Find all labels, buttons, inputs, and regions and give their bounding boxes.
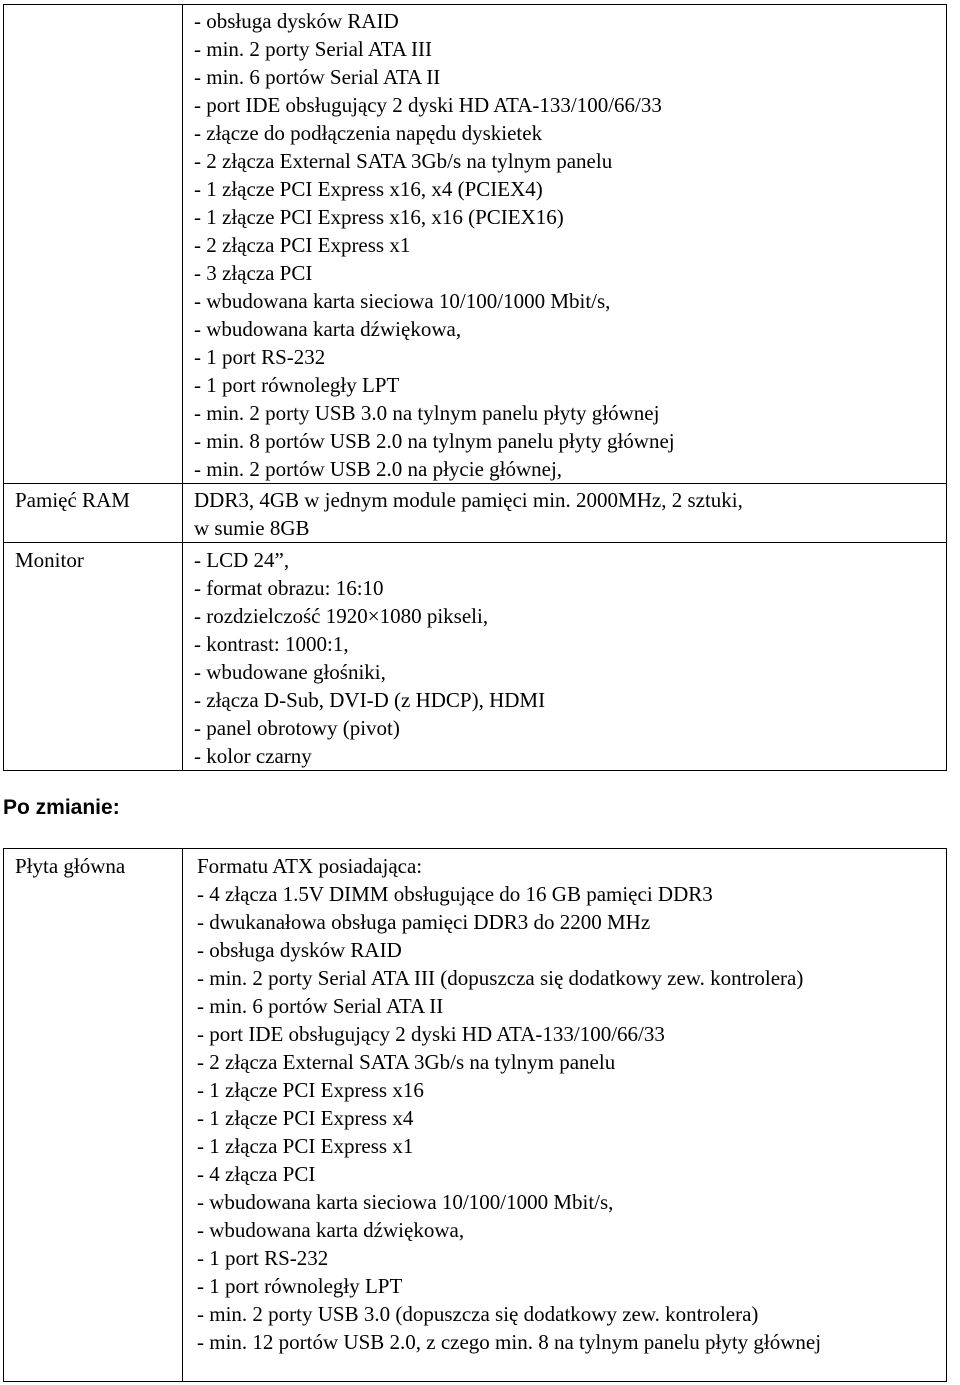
spec-line: - 1 port równoległy LPT (194, 373, 400, 397)
spec-table-before (3, 4, 947, 771)
spec-line: - dwukanałowa obsługa pamięci DDR3 do 2200 MHz (197, 910, 651, 934)
row-value-list (183, 484, 946, 542)
spec-line: - 1 złącze PCI Express x16 (197, 1078, 424, 1102)
spec-line: - 1 złącze PCI Express x16, x4 (PCIEX4) (194, 177, 543, 201)
spec-line: - port IDE obsługujący 2 dyski HD ATA-133/100/66/33 (197, 1022, 665, 1046)
spec-value-cell (183, 543, 947, 771)
spec-line: - min. 2 portów USB 2.0 na płycie głównej, (194, 457, 563, 481)
row-value-list (183, 5, 946, 483)
spec-line: - 4 złącza 1.5V DIMM obsługujące do 16 GB pamięci DDR3 (197, 882, 713, 906)
spec-line: - min. 2 porty USB 3.0 (dopuszcza się dodatkowy zew. kontrolera) (197, 1302, 759, 1326)
spec-line: - min. 12 portów USB 2.0, z czego min. 8 na tylnym panelu płyty głównej (197, 1330, 822, 1354)
row-label-monitor: Monitor (15, 548, 84, 572)
spec-line: - port IDE obsługujący 2 dyski HD ATA-133/100/66/33 (194, 93, 662, 117)
spec-line: - min. 8 portów USB 2.0 na tylnym panelu płyty głównej (194, 429, 675, 453)
spec-table-after (3, 848, 947, 1382)
row-value-list (183, 543, 946, 770)
spec-row-monitor (4, 543, 947, 771)
spec-line: - min. 6 portów Serial ATA II (197, 994, 444, 1018)
spec-line: - 2 złącza External SATA 3Gb/s na tylnym panelu (194, 149, 613, 173)
spec-line: - panel obrotowy (pivot) (194, 716, 400, 740)
spec-line: - obsługa dysków RAID (194, 9, 399, 33)
spec-line: - LCD 24”, (194, 548, 290, 572)
spec-line: - 1 złącze PCI Express x4 (197, 1106, 414, 1130)
spec-line: - wbudowana karta sieciowa 10/100/1000 Mbit/s, (197, 1190, 614, 1214)
spec-line: - złącze do podłączenia napędu dyskietek (194, 121, 543, 145)
spec-line: - 2 złącza External SATA 3Gb/s na tylnym panelu (197, 1050, 616, 1074)
spec-line: - 1 złącza PCI Express x1 (197, 1134, 414, 1158)
spec-line: Formatu ATX posiadająca: (197, 854, 423, 878)
spec-line: - min. 6 portów Serial ATA II (194, 65, 441, 89)
spec-value-cell (183, 5, 947, 484)
spec-line: - obsługa dysków RAID (197, 938, 402, 962)
spec-line: - rozdzielczość 1920×1080 pikseli, (194, 604, 489, 628)
spec-line: - kolor czarny (194, 744, 312, 768)
spec-value-cell (183, 484, 947, 543)
spec-line: w sumie 8GB (194, 516, 310, 540)
spec-row-mainboard (4, 849, 947, 1382)
spec-line: - wbudowane głośniki, (194, 660, 386, 684)
spec-line: - 4 złącza PCI (197, 1162, 316, 1186)
spec-line: - format obrazu: 16:10 (194, 576, 384, 600)
row-label-mainboard: Płyta główna (15, 854, 126, 878)
row-value-list (183, 849, 946, 1356)
spec-line: - 3 złącza PCI (194, 261, 313, 285)
spec-line: - 1 port RS-232 (194, 345, 326, 369)
spec-line: - min. 2 porty Serial ATA III (194, 37, 433, 61)
spec-label-cell (4, 849, 183, 1382)
section-heading: Po zmianie: (3, 796, 120, 819)
spec-line: DDR3, 4GB w jednym module pamięci min. 2000MHz, 2 sztuki, (194, 488, 743, 512)
spec-line: - 1 złącze PCI Express x16, x16 (PCIEX16) (194, 205, 564, 229)
spec-line: - 1 port równoległy LPT (197, 1274, 403, 1298)
spec-value-cell (183, 849, 947, 1382)
spec-line: - złącza D-Sub, DVI-D (z HDCP), HDMI (194, 688, 546, 712)
spec-line: - 1 port RS-232 (197, 1246, 329, 1270)
row-label-ram: Pamięć RAM (15, 488, 130, 512)
spec-line: - wbudowana karta dźwiękowa, (194, 317, 462, 341)
spec-line: - min. 2 porty Serial ATA III (dopuszcza się dodatkowy zew. kontrolera) (197, 966, 804, 990)
spec-line: - 2 złącza PCI Express x1 (194, 233, 411, 257)
spec-label-cell (4, 484, 183, 543)
spec-line: - wbudowana karta dźwiękowa, (197, 1218, 465, 1242)
spec-label-cell (4, 543, 183, 771)
spec-line: - min. 2 porty USB 3.0 na tylnym panelu płyty głównej (194, 401, 660, 425)
spec-row-mainboard-continued (4, 5, 947, 484)
spec-line: - kontrast: 1000:1, (194, 632, 349, 656)
spec-row-ram (4, 484, 947, 543)
spec-line: - wbudowana karta sieciowa 10/100/1000 Mbit/s, (194, 289, 611, 313)
spec-label-cell (4, 5, 183, 484)
